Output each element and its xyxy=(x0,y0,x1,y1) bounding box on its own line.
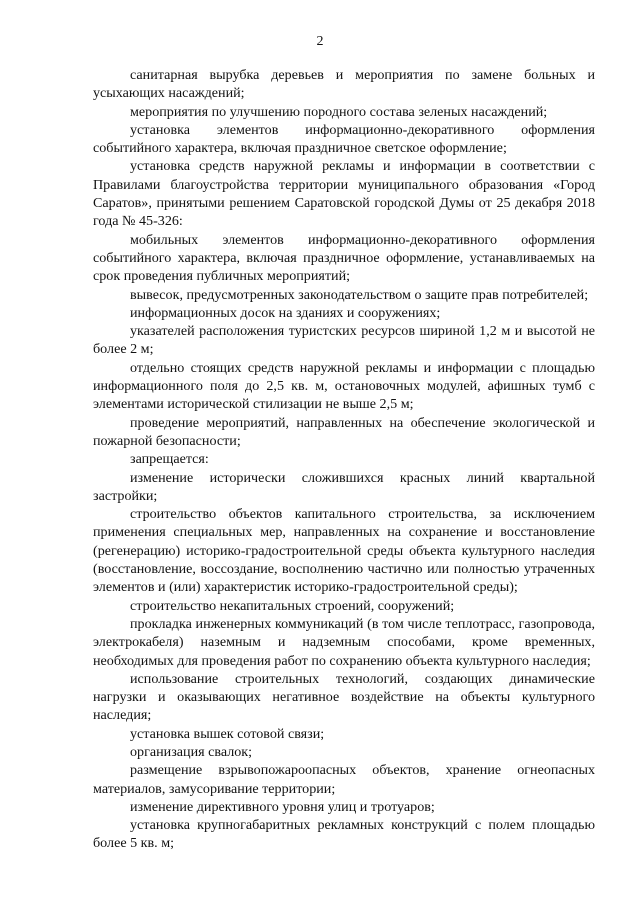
document-body xyxy=(93,66,595,853)
paragraph: мобильных элементов информационно-декоративного оформления событийного характера, включая праздничное оформление, устанавливаемых на срок проведения публичных мероприятий; xyxy=(93,231,595,285)
paragraph: изменение исторически сложившихся красных линий квартальной застройки; xyxy=(93,469,595,504)
paragraph: указателей расположения туристских ресурсов шириной 1,2 м и высотой не более 2 м; xyxy=(93,323,595,358)
paragraph: мероприятия по улучшению породного состава зеленых насаждений; xyxy=(130,103,548,120)
paragraph: санитарная вырубка деревьев и мероприятия по замене больных и усыхающих насаждений; xyxy=(93,67,595,102)
paragraph: строительство объектов капитального строительства, за исключением применения специальных мер, направленных на сохранение и восстановление (регенерацию) историко-градостроительной среды объекта культурного наследия (восстановление, воссоздание, восполнению частично или полностью утраченных элементов и (или) характеристик историко-градостроительной среды); xyxy=(93,506,595,596)
paragraph: установка средств наружной рекламы и информации в соответствии с Правилами благоустройства территории муниципального образования «Город Саратов», принятыми решением Саратовской городской Думы от 25 декабря 2018 года № 45-326: xyxy=(93,158,595,230)
paragraph: прокладка инженерных коммуникаций (в том числе теплотрасс, газопровода, электрокабеля) наземным и надземным способами, кроме временных, необходимых для проведения работ по сохранению объекта культурного наследия; xyxy=(93,615,595,669)
paragraph: использование строительных технологий, создающих динамические нагрузки и оказывающих негативное воздействие на объекты культурного наследия; xyxy=(93,670,595,724)
paragraph: установка крупногабаритных рекламных конструкций с полем площадью более 5 кв. м; xyxy=(93,817,595,852)
paragraph: проведение мероприятий, направленных на обеспечение экологической и пожарной безопасности; xyxy=(93,414,595,449)
paragraph: вывесок, предусмотренных законодательством о защите прав потребителей; xyxy=(130,286,589,303)
paragraph: запрещается: xyxy=(130,451,209,468)
paragraph: размещение взрывопожароопасных объектов, хранение огнеопасных материалов, замусоривание территории; xyxy=(93,762,595,797)
paragraph: информационных досок на зданиях и сооружениях; xyxy=(130,304,441,321)
paragraph: организация свалок; xyxy=(130,743,253,760)
paragraph: установка вышек сотовой связи; xyxy=(130,725,325,742)
paragraph: установка элементов информационно-декоративного оформления событийного характера, включая праздничное светское оформление; xyxy=(93,121,595,157)
paragraph: строительство некапитальных строений, сооружений; xyxy=(130,597,455,614)
page-number: 2 xyxy=(316,34,324,49)
paragraph: отдельно стоящих средств наружной рекламы и информации с площадью информационного поля до 2,5 кв. м, остановочных модулей, афишных тумб с элементами исторической стилизации не выше 2,5 м; xyxy=(93,359,595,413)
paragraph: изменение директивного уровня улиц и тротуаров; xyxy=(130,798,435,815)
